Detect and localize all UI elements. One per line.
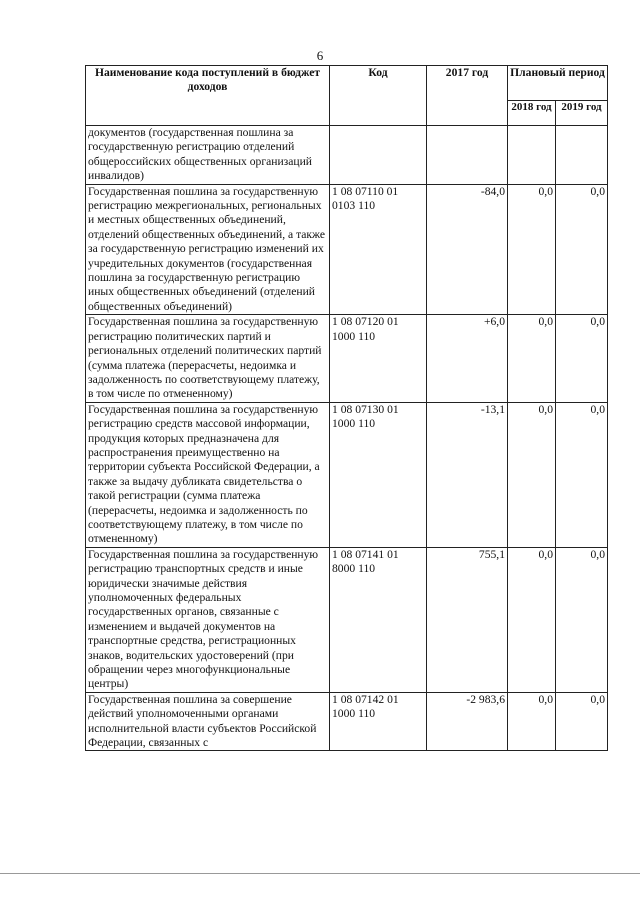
row-name: Государственная пошлина за совершение действий уполномоченными органами исполнительной власти субъектов Российской Федерации, связанных с: [86, 692, 330, 751]
table-row: [86, 692, 608, 751]
row-2017: -13,1: [427, 402, 508, 547]
table-row: [86, 126, 608, 185]
row-2017: 755,1: [427, 547, 508, 692]
row-2019: 0,0: [556, 692, 608, 751]
header-2019: 2019 год: [556, 101, 608, 126]
row-name: Государственная пошлина за государственную регистрацию транспортных средств и иные юридически значимые действия уполномоченных федеральных государственных органов, связанные с изменением и выдачей документов на транспортные средства, регистрационных знаков, водительских удостоверений (при обращении через многофункциональные центры): [86, 547, 330, 692]
row-name: Государственная пошлина за государственную регистрацию политических партий и региональных отделений политических партий (сумма платежа (перерасчеты, недоимка и задолженность по соответствующему платежу, в том числе по отмененному): [86, 315, 330, 402]
row-2018: 0,0: [508, 692, 556, 751]
row-2017: -2 983,6: [427, 692, 508, 751]
table-row: [86, 184, 608, 315]
row-name: Государственная пошлина за государственную регистрацию средств массовой информации, продукция которых предназначена для распространения преимущественно на территории субъекта Российской Федерации, а также за выдачу дубликата свидетельства о такой регистрации (сумма платежа (перерасчеты, недоимка и задолженность по соответствующему платежу, в том числе по отмененному): [86, 402, 330, 547]
row-2018: 0,0: [508, 184, 556, 315]
table-row: [86, 402, 608, 547]
header-2018: 2018 год: [508, 101, 556, 126]
page-number: 6: [316, 48, 324, 63]
row-2019: 0,0: [556, 402, 608, 547]
row-2017: -84,0: [427, 184, 508, 315]
table-header-row: [86, 66, 608, 101]
row-code: 1 08 07142 01 1000 110: [330, 692, 427, 751]
page-bottom-edge: [0, 873, 640, 874]
row-code: [330, 126, 427, 185]
row-2018: 0,0: [508, 547, 556, 692]
row-code: 1 08 07130 01 1000 110: [330, 402, 427, 547]
row-2019: 0,0: [556, 315, 608, 402]
revenue-table: [85, 65, 608, 751]
header-name: Наименование кода поступлений в бюджет доходов: [86, 66, 330, 126]
row-code: 1 08 07120 01 1000 110: [330, 315, 427, 402]
table-row: [86, 315, 608, 402]
row-2017: [427, 126, 508, 185]
row-2019: 0,0: [556, 547, 608, 692]
row-2018: [508, 126, 556, 185]
row-2018: 0,0: [508, 402, 556, 547]
row-code: 1 08 07110 01 0103 110: [330, 184, 427, 315]
row-2018: 0,0: [508, 315, 556, 402]
header-2017: 2017 год: [427, 66, 508, 126]
row-2019: 0,0: [556, 184, 608, 315]
row-2017: +6,0: [427, 315, 508, 402]
row-2019: [556, 126, 608, 185]
row-name: документов (государственная пошлина за государственную регистрацию отделений общероссийских общественных организаций инвалидов): [86, 126, 330, 185]
header-code: Код: [330, 66, 427, 126]
row-name: Государственная пошлина за государственную регистрацию межрегиональных, региональных и местных общественных объединений, отделений общественных объединений, а также за государственную регистрацию изменений их учредительных документов (государственная пошлина за государственную регистрацию иных общественных объединений (отделений общественных объединений): [86, 184, 330, 315]
table-row: [86, 547, 608, 692]
row-code: 1 08 07141 01 8000 110: [330, 547, 427, 692]
header-planned-period: Плановый период: [508, 66, 608, 101]
